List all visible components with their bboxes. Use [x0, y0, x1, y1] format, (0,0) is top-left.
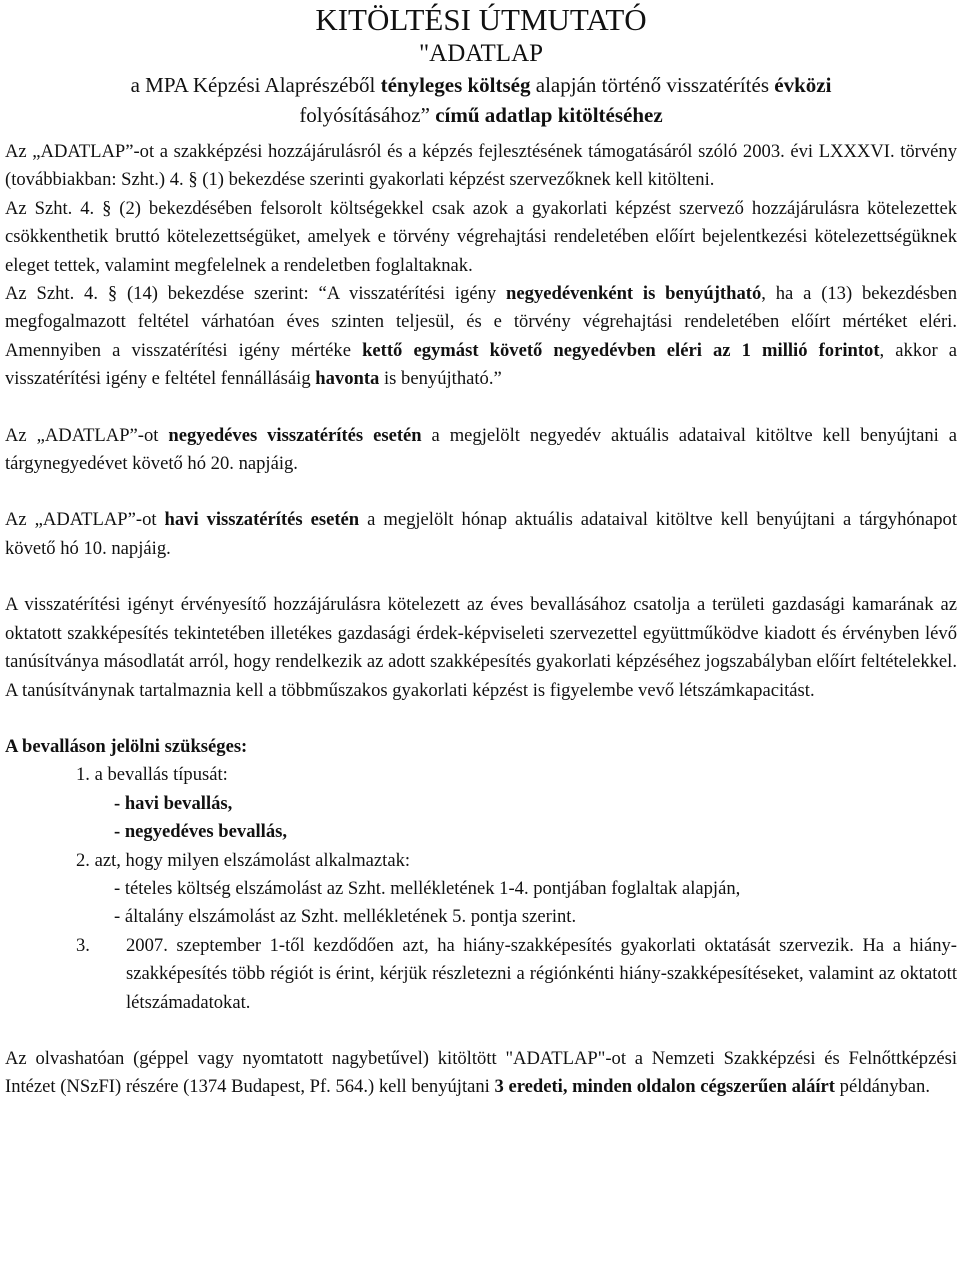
- subtitle-line-2: [5, 70, 957, 100]
- text: Az olvashatóan (géppel vagy nyomtatott nagybetűvel) kitöltött "ADATLAP"-ot a Nemzeti Szakképzési és Felnőttképzési Intézet (NSzFI) részére (1374 Budapest, Pf. 564.) kell benyújtani: [5, 1047, 957, 1098]
- page-title: KITÖLTÉSI ÚTMUTATÓ: [315, 2, 647, 37]
- list-heading: [5, 733, 957, 761]
- list-item-text: - negyedéves bevallás,: [114, 821, 288, 843]
- paragraph-certificate: A visszatérítési igényt érvényesítő hozzájárulásra kötelezett az éves bevallásához csatolja a területi gazdasági kamarának az oktatott szakképesítés tekintetében illetékes gazdasági érdek-képviseleti szervezettel együttműködve kiadott és érvényben lévő tanúsítványa másodlatát arról, hogy rendelkezik az adott szakképesítés gyakorlati képzéséhez jogszabályban előírt feltételekkel. A tanúsítványnak tartalmaznia kell a többműszakos gyakorlati képzést is figyelembe vevő létszámkapacitást.: [5, 594, 957, 701]
- paragraph-intro: Az „ADATLAP”-ot a szakképzési hozzájárulásról és a képzés fejlesztésének támogatásáról szóló 2003. évi LXXXVI. törvény (továbbiakban: Szht.) 4. § (1) bekezdése szerinti gyakorlati képzést szervezőknek kell kitölteni.: [5, 141, 957, 191]
- subtitle-text: alapján történő visszatérítés: [530, 73, 775, 97]
- subtitle-emphasis: tényleges költség: [380, 73, 531, 97]
- subtitle-text: folyósításához”: [299, 103, 436, 127]
- list-item-2-flat: - általány elszámolást az Szht. mellékletének 5. pontja szerint.: [114, 906, 577, 928]
- subtitle-emphasis: évközi: [774, 73, 832, 97]
- text: a megjelölt hónap aktuális adataival kitöltve kell benyújtani a tárgyhónapot követő hó 10. napjáig.: [5, 509, 957, 559]
- subtitle-emphasis: című adatlap kitöltéséhez: [435, 103, 663, 127]
- paragraph-costs: Az Szht. 4. § (2) bekezdésében felsorolt költségekkel csak azok a gyakorlati képzést szervező hozzájárulásra kötelezettek csökkenthetik bruttó kötelezettségüket, amelyek e törvény végrehajtási rendeletében előírt bejelentkezési kötelezettségüknek eleget tettek, valamint megfelelnek a rendeletben foglaltaknak.: [5, 197, 957, 276]
- list-item-1: 1. a bevallás típusát:: [76, 764, 228, 786]
- text: , ha a (13) bekezdésben megfogalmazott feltétel várhatóan éves szinten teljesül, és e törvény végrehajtási rendeletében előírt mértéket eléri. Amennyiben a visszatérítési igény mértéke: [5, 283, 957, 361]
- paragraph-submission: [5, 1045, 957, 1102]
- paragraph-monthly-deadline: [5, 506, 957, 563]
- text: Az „ADATLAP”-ot: [5, 509, 165, 531]
- list-heading-text: A bevalláson jelölni szükséges:: [5, 735, 248, 757]
- list-item-3: [5, 932, 957, 1017]
- text: a megjelölt negyedév aktuális adataival kitöltve kell benyújtani a tárgynegyedévet követő hó 20. napjáig.: [5, 424, 957, 475]
- text: Az Szht. 4. § (14) bekezdése szerint: “A visszatérítési igény: [5, 283, 507, 305]
- text: , akkor a visszatérítési igény e feltétel fennállásáig: [5, 339, 958, 390]
- list-item-text: 2007. szeptember 1-től kezdődően azt, ha hiány-szakképesítés gyakorlati oktatását szervezik. Ha a hiány-szakképesítés több régiót is érint, kérjük részletezni a régiónkénti hiány-szakképesítéseket, valamint az oktatott létszámadatokat.: [126, 934, 957, 1013]
- list-item-number: 3.: [76, 934, 90, 956]
- list-item-1-monthly: [5, 790, 957, 818]
- emphasis: 3 eredeti, minden oldalon cégszerűen aláírt: [494, 1076, 835, 1098]
- list-item-text: - havi bevallás,: [114, 792, 233, 814]
- emphasis: negyedévenként is benyújtható: [506, 283, 762, 305]
- emphasis: negyedéves visszatérítés esetén: [168, 424, 422, 446]
- list-item-2-itemized: - tételes költség elszámolást az Szht. mellékletének 1-4. pontjában foglaltak alapján,: [114, 877, 741, 899]
- list-item-2: 2. azt, hogy milyen elszámolást alkalmaztak:: [76, 849, 411, 871]
- emphasis: kettő egymást követő negyedévben eléri az 1 millió forintot: [362, 339, 880, 361]
- text: Az „ADATLAP”-ot: [5, 424, 169, 446]
- text: is benyújtható.”: [379, 368, 502, 390]
- subtitle: "ADATLAP: [418, 40, 544, 67]
- paragraph-quarterly-deadline: [5, 422, 957, 479]
- list-item-1-quarterly: [5, 818, 957, 846]
- emphasis: havonta: [315, 368, 380, 390]
- subtitle-line-3: [5, 100, 957, 130]
- paragraph-quarterly-rule: [5, 280, 957, 394]
- text: példányban.: [835, 1076, 931, 1098]
- subtitle-text: a MPA Képzési Alaprészéből: [130, 73, 381, 97]
- emphasis: havi visszatérítés esetén: [164, 509, 360, 531]
